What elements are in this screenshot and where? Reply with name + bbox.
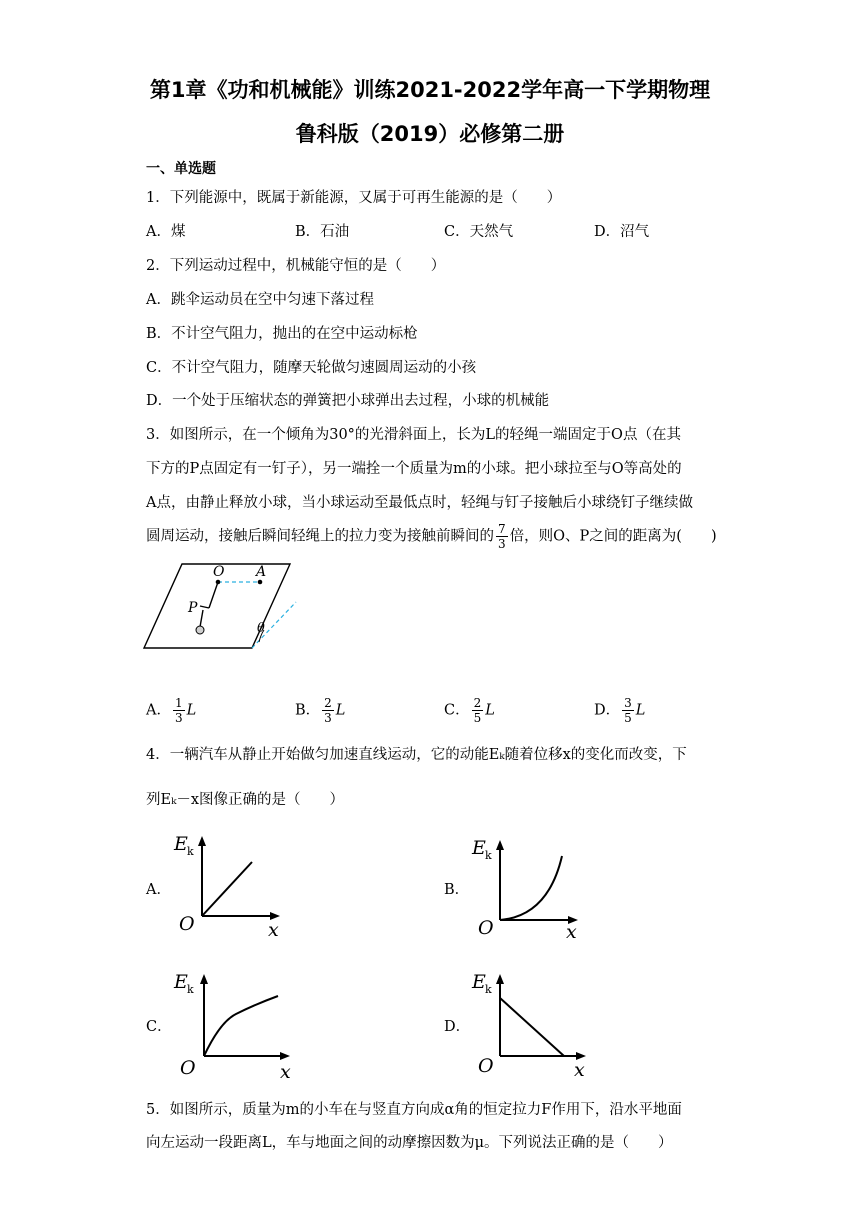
svg-text:E: E: [174, 833, 188, 855]
label-a: A: [256, 564, 267, 580]
svg-text:k: k: [485, 983, 492, 996]
q2-option-c: C．不计空气阻力，随摩天轮做匀速圆周运动的小孩: [146, 360, 477, 376]
graph-a-curve: [202, 862, 252, 916]
label-o: O: [213, 564, 225, 580]
q2-option-d: D．一个处于压缩状态的弹簧把小球弹出去过程，小球的机械能: [146, 393, 550, 409]
q1-option-c: C．天然气: [444, 224, 514, 240]
section-heading: 一、单选题: [146, 161, 216, 177]
q3-incline-figure: [140, 558, 310, 658]
svg-text:E: E: [472, 971, 486, 993]
point-a: [258, 580, 263, 585]
q2-option-a: A．跳伞运动员在空中匀速下落过程: [146, 292, 374, 308]
svg-text:k: k: [485, 849, 492, 862]
page-title: 第1章《功和机械能》训练2021-2022学年高一下学期物理: [149, 78, 711, 102]
label-theta: θ: [257, 621, 265, 636]
q3-line-3: A点，由静止释放小球，当小球运动至最低点时，轻绳与钉子接触后小球绕钉子继续做: [146, 495, 693, 511]
q3-frac-num: 7: [498, 522, 506, 536]
q5-line-1: 5．如图所示，质量为m的小车在与竖直方向成α角的恒定拉力F作用下，沿水平地面: [146, 1102, 682, 1118]
q4-option-a-label: A．: [146, 882, 171, 898]
q4-graph-a: [170, 828, 290, 940]
q3-line-4: [146, 522, 717, 551]
svg-text:E: E: [472, 837, 486, 859]
svg-text:x: x: [280, 1061, 291, 1080]
page-subtitle: 鲁科版（2019）必修第二册: [295, 122, 565, 146]
graph-b-curve: [500, 856, 562, 920]
q1-option-a: A．煤: [146, 224, 186, 240]
q3-line-4a: 圆周运动，接触后瞬间轻绳上的拉力变为接触前瞬间的: [146, 528, 494, 545]
q3-frac-den: 3: [498, 537, 506, 551]
graph-c-curve: [204, 996, 278, 1056]
svg-text:x: x: [566, 921, 577, 940]
svg-text:k: k: [187, 845, 194, 858]
rope: [209, 582, 218, 608]
peg-p: [200, 606, 209, 608]
q3-option-d: D． $\frac{3}{5}$ L: [594, 696, 646, 725]
q3-option-c: C． $\frac{2}{5}$ L: [444, 696, 495, 725]
svg-text:O: O: [180, 1057, 196, 1079]
q1-option-d: D．沼气: [594, 224, 650, 240]
q4-line-1: 4．一辆汽车从静止开始做匀加速直线运动，它的动能Eₖ随着位移x的变化而改变，下: [146, 747, 687, 763]
svg-text:x: x: [268, 919, 279, 940]
svg-text:k: k: [187, 983, 194, 996]
q3-fraction: [496, 522, 508, 551]
graph-d-curve: [500, 998, 564, 1056]
q3-line-4b: 倍，则O、P之间的距离为( ): [509, 528, 717, 545]
q3-line-1: 3．如图所示，在一个倾角为30°的光滑斜面上，长为L的轻绳一端固定于O点（在其: [146, 427, 681, 443]
q4-graph-c: [170, 962, 300, 1080]
q4-line-2: 列Eₖ－x图像正确的是（ ）: [146, 792, 345, 808]
q4-option-c-label: C．: [146, 1019, 172, 1035]
q5-line-2: 向左运动一段距离L，车与地面之间的动摩擦因数为μ。下列说法正确的是（ ）: [146, 1135, 673, 1151]
q4-graph-b: [468, 828, 588, 940]
q4-graph-d: [468, 962, 598, 1080]
label-p: P: [188, 600, 198, 616]
svg-text:O: O: [179, 913, 195, 935]
ball: [196, 626, 204, 634]
rope-lower: [200, 610, 203, 627]
q3-option-a: A． $\frac{1}{3}$ L: [146, 696, 197, 725]
q2-option-b: B．不计空气阻力，抛出的在空中运动标枪: [146, 326, 418, 342]
q4-option-b-label: B．: [444, 882, 470, 898]
q4-option-d-label: D．: [444, 1019, 471, 1035]
q1-stem: 1．下列能源中，既属于新能源，又属于可再生能源的是（ ）: [146, 190, 562, 206]
q3-line-2: 下方的P点固定有一钉子），另一端拴一个质量为m的小球。把小球拉至与O等高处的: [146, 461, 682, 477]
svg-text:O: O: [478, 917, 494, 939]
svg-text:x: x: [574, 1059, 585, 1080]
q1-option-b: B．石油: [295, 224, 350, 240]
svg-text:O: O: [478, 1055, 494, 1077]
q2-stem: 2．下列运动过程中，机械能守恒的是（ ）: [146, 258, 446, 274]
q3-option-b: B． $\frac{2}{3}$ L: [295, 696, 346, 725]
svg-text:E: E: [174, 971, 188, 993]
